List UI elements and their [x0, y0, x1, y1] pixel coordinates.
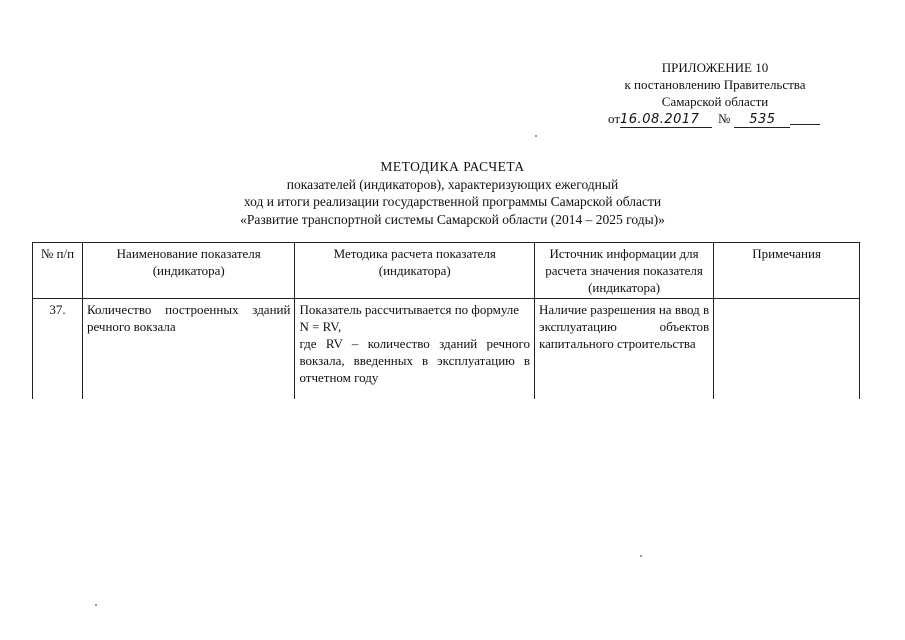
cell-method: [295, 299, 535, 400]
scan-speck: [95, 604, 97, 606]
column-header-notes: Примечания: [714, 243, 860, 299]
title-line-indicators: показателей (индикаторов), характеризующих ежегодный: [286, 176, 619, 192]
number-underline-tail: [790, 111, 820, 125]
handwritten-date: 16.08.2017: [620, 113, 712, 128]
cell-number: 37.: [33, 299, 83, 400]
column-header-source: Источник информации для расчета значения показателя (индикатора): [535, 243, 714, 299]
appendix-title: ПРИЛОЖЕНИЕ 10: [661, 60, 769, 75]
document-title-block: [0, 158, 905, 228]
cell-notes: [714, 299, 860, 400]
title-line-program-name: «Развитие транспортной системы Самарской области (2014 – 2025 годы)»: [240, 211, 665, 227]
table-row: [33, 299, 860, 400]
method-formula: N = RV,: [299, 319, 342, 334]
column-header-number: № п/п: [33, 243, 83, 299]
document-title: МЕТОДИКА РАСЧЕТА: [380, 159, 525, 174]
scan-speck: [535, 135, 537, 137]
title-line-program: ход и итоги реализации государственной программы Самарской области: [243, 194, 662, 209]
handwritten-number: 535: [734, 113, 790, 128]
method-explanation: где RV – количество зданий речного вокзала, введенных в эксплуатацию в отчетном году: [299, 336, 530, 385]
number-sign: №: [718, 111, 731, 126]
appendix-header: [600, 59, 830, 128]
table-header-row: [33, 243, 860, 299]
scan-speck: [640, 555, 642, 557]
appendix-resolution-line: к постановлению Правительства: [624, 77, 806, 92]
cell-source: Наличие разрешения на ввод в эксплуатацию объектов капитального строительства: [535, 299, 714, 400]
column-header-method: Методика расчета показателя (индикатора): [295, 243, 535, 299]
methodology-table: [32, 242, 860, 399]
appendix-date-row: [600, 110, 830, 128]
date-prefix: от: [608, 111, 621, 126]
method-intro: Показатель рассчитывается по формуле: [299, 302, 520, 317]
cell-indicator-name: Количество построенных зданий речного вокзала: [82, 299, 294, 400]
appendix-region-line: Самарской области: [661, 94, 769, 109]
column-header-indicator-name: Наименование показателя (индикатора): [82, 243, 294, 299]
